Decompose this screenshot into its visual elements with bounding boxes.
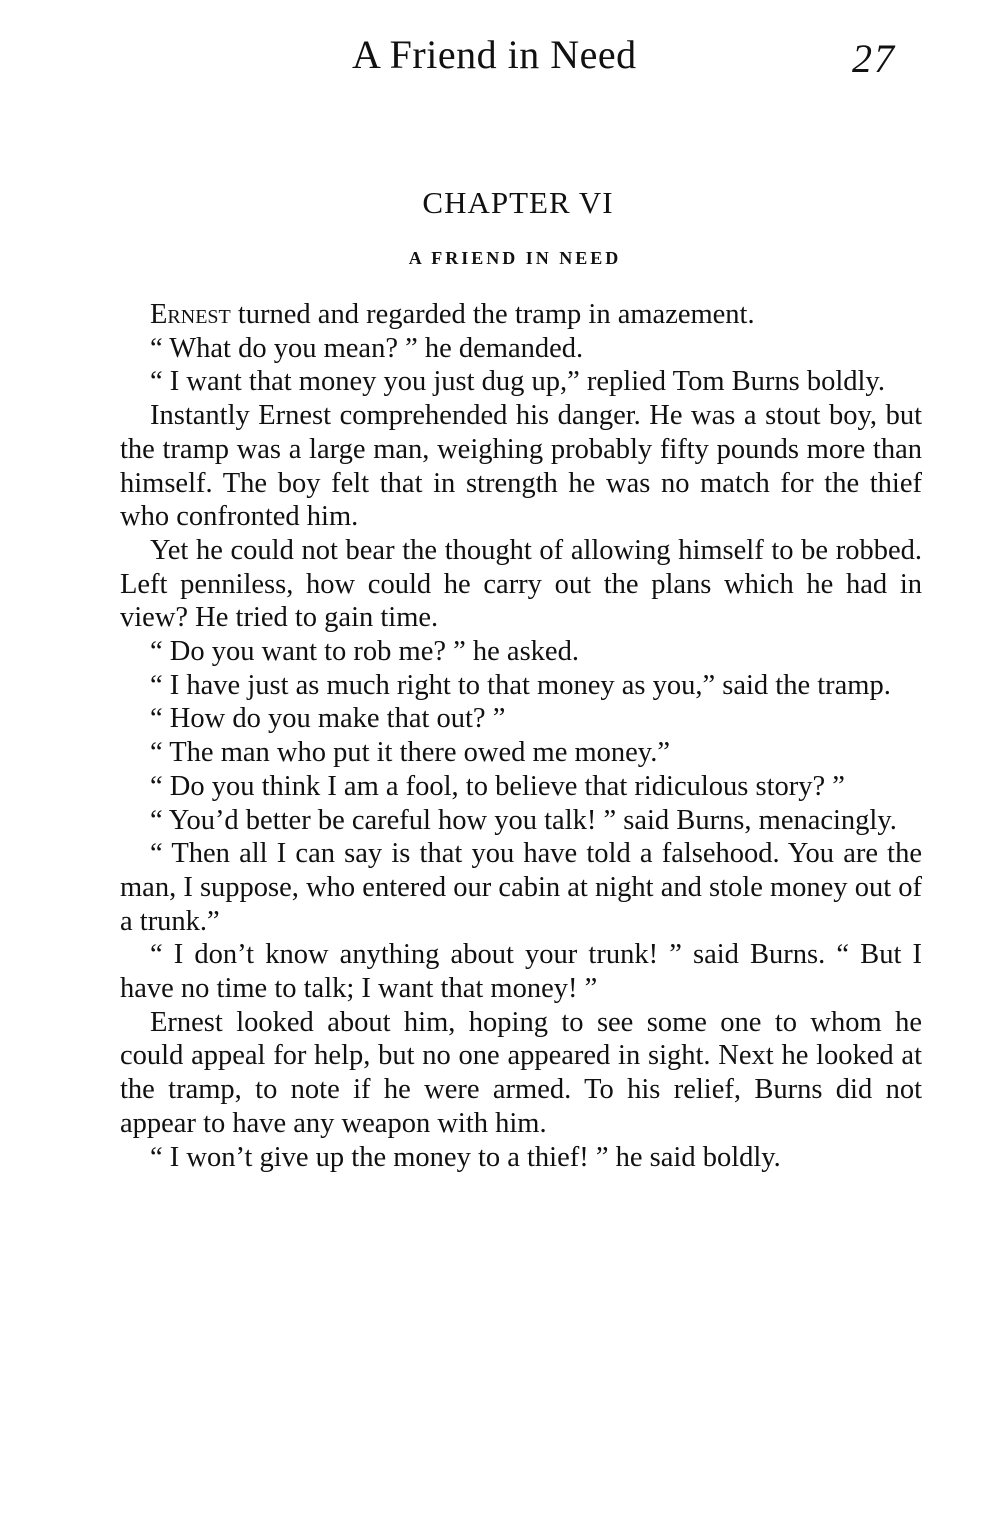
body-text — [120, 298, 922, 1174]
paragraph: “ I have just as much right to that money as you,” said the tramp. — [150, 669, 891, 701]
running-head — [0, 30, 1000, 80]
paragraph — [120, 298, 922, 332]
paragraph: “ The man who put it there owed me money.” — [150, 737, 670, 769]
paragraph: “ I won’t give up the money to a thief! ” he said boldly. — [150, 1141, 781, 1173]
paragraph: “ Then all I can say is that you have told a falsehood. You are the man, I suppose, who entered our cabin at night and stole money out of a trunk.” — [120, 838, 922, 937]
running-title: A Friend in Need — [352, 32, 637, 77]
paragraph: “ I don’t know anything about your trunk! ” said Burns. “ But I have no time to talk; I want that money! ” — [120, 939, 922, 1005]
paragraph: “ Do you think I am a fool, to believe that ridiculous story? ” — [150, 770, 845, 802]
paragraph: Yet he could not bear the thought of allowing himself to be robbed. Left penniless, how could he carry out the plans which he had in view? He tried to gain time. — [120, 534, 922, 634]
paragraph: Instantly Ernest comprehended his danger. He was a stout boy, but the tramp was a large man, weighing probably fifty pounds more than himself. The boy felt that in strength he was no match for the thief who confronted him. — [120, 400, 922, 533]
paragraph: “ What do you mean? ” he demanded. — [150, 332, 584, 364]
paragraph: Ernest looked about him, hoping to see some one to whom he could appeal for help, but no one appeared in sight. Next he looked at the tramp, to note if he were armed. To his relief, Burns did not appear to have any weapon with him. — [120, 1006, 922, 1139]
chapter-subtitle: A FRIEND IN NEED — [408, 248, 622, 268]
paragraph: “ You’d better be careful how you talk! ” said Burns, menacingly. — [150, 804, 897, 836]
paragraph-lead-word: Ernest — [150, 299, 231, 330]
page-number: 27 — [852, 36, 896, 81]
paragraph: “ How do you make that out? ” — [150, 703, 506, 735]
chapter-heading: CHAPTER VI — [422, 185, 614, 220]
paragraph: “ Do you want to rob me? ” he asked. — [150, 636, 579, 668]
paragraph: “ I want that money you just dug up,” replied Tom Burns boldly. — [150, 366, 885, 398]
paragraph-text: turned and regarded the tramp in amazement. — [230, 299, 755, 330]
